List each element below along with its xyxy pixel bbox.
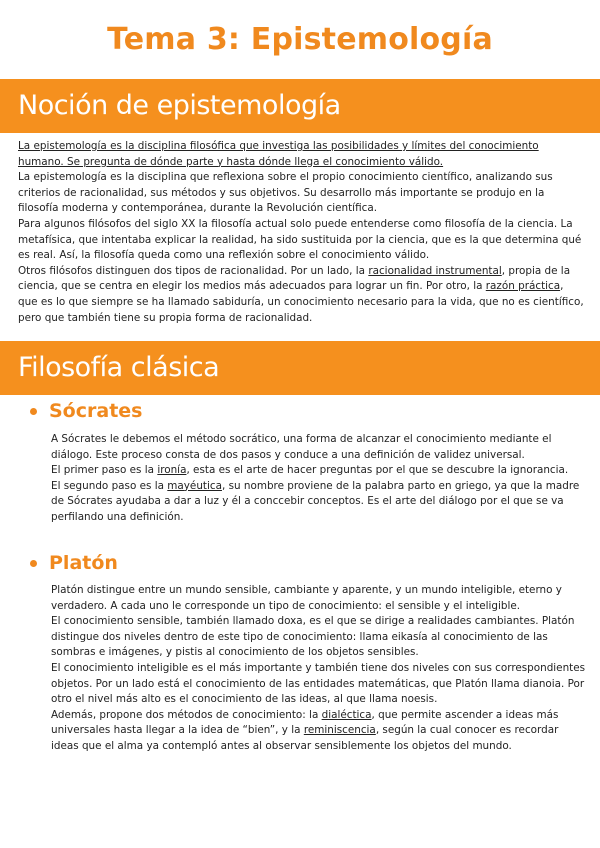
section-body-platon (51, 583, 587, 755)
section-body-epistemologia (18, 139, 584, 326)
bullet-icon (30, 408, 37, 415)
subheading-socrates (30, 400, 142, 422)
paragraph: A Sócrates le debemos el método socrático, una forma de alcanzar el conocimiento mediante el diálogo. Este proceso consta de dos pasos y conduce a una definición de validez universal. (51, 433, 552, 461)
paragraph (18, 264, 584, 326)
section-heading-epistemologia: Noción de epistemología (0, 79, 600, 133)
paragraph: Para algunos filósofos del siglo XX la filosofía actual solo puede entenderse como filosofía de la ciencia. La metafísica, que intentaba explicar la realidad, ha sido sustituida por la ciencia, que es la que determina qué es real. Así, la filosofía queda como una reflexión sobre el conocimiento válido. (18, 217, 582, 262)
paragraph: La epistemología es la disciplina que reflexiona sobre el propio conocimiento científico, analizando sus criterios de racionalidad, sus métodos y sus objetivos. Su desarrollo más importante se produjo en la filosofía moderna y contemporánea, durante la Revolución científica. (18, 171, 553, 215)
page-title: Tema 3: Epistemología (107, 22, 493, 57)
text: , propia de la ciencia, que se centra en elegir los medios más adecuados para lograr un fin. Por otro, la (18, 264, 571, 293)
bullet-icon (30, 560, 37, 567)
paragraph: El conocimiento sensible, también llamado doxa, es el que se dirige a realidades cambiantes. Platón distingue dos niveles dentro de este tipo de conocimiento: llama eikasía al conocimiento de las sombras e imágenes, y pistis al conocimiento de los objetos sensibles. (51, 615, 575, 659)
term-razon-practica: razón práctica (485, 280, 561, 293)
subheading-label: Sócrates (49, 400, 143, 422)
term-dialectica: dialéctica (321, 708, 372, 721)
paragraph (51, 708, 587, 755)
section-heading-filosofia-clasica: Filosofía clásica (0, 341, 600, 395)
subheading-label: Platón (49, 552, 118, 574)
text: Además, propone dos métodos de conocimiento: la (51, 708, 322, 721)
paragraph: El conocimiento inteligible es el más importante y también tiene dos niveles con sus correspondientes objetos. Por un lado está el conocimiento de las entidades matemáticas, que Platón llama dianoia. Por otro el nivel más alto es el conocimiento de las ideas, al que llama noesis. (51, 661, 586, 706)
term-mayeutica: mayéutica (167, 479, 222, 492)
term-reminiscencia: reminiscencia (303, 724, 376, 737)
definition-paragraph: La epistemología es la disciplina filosófica que investiga las posibilidades y límites del conocimiento humano. Se pregunta de dónde parte y hasta dónde llega el conocimiento válido. (18, 140, 539, 168)
text: , que es lo que siempre se ha llamado sabiduría, un conocimiento necesario para la vida, que no es científico, pero que también tiene su propia forma de racionalidad. (18, 280, 584, 324)
subheading-platon (30, 552, 118, 574)
term-ironia: ironía (157, 464, 187, 477)
term-racionalidad-instrumental: racionalidad instrumental (368, 264, 502, 277)
text: , su nombre proviene de la palabra parto en griego, ya que la madre de Sócrates ayudaba a dar a luz y él a conccebir conceptos. Es el arte del diálogo por el que se va perfilando una definición. (51, 479, 580, 523)
text: , que permite ascender a ideas más universales hasta llegar a la idea de “bien”, y la (51, 708, 559, 737)
text: , según la cual conocer es recordar ideas que el alma ya contempló antes al observar sensiblemente los objetos del mundo. (51, 724, 559, 752)
paragraph (51, 463, 587, 479)
text: El segundo paso es la (51, 479, 168, 492)
paragraph: Platón distingue entre un mundo sensible, cambiante y aparente, y un mundo inteligible, eterno y verdadero. A cada uno le corresponde un tipo de conocimiento: el sensible y el inteligible. (51, 584, 562, 612)
section-body-socrates (51, 432, 587, 526)
text: El primer paso es la (51, 464, 158, 477)
text: , esta es el arte de hacer preguntas por el que se descubre la ignorancia. (186, 464, 569, 477)
text: Otros filósofos distinguen dos tipos de racionalidad. Por un lado, la (18, 264, 369, 277)
paragraph (51, 479, 587, 526)
